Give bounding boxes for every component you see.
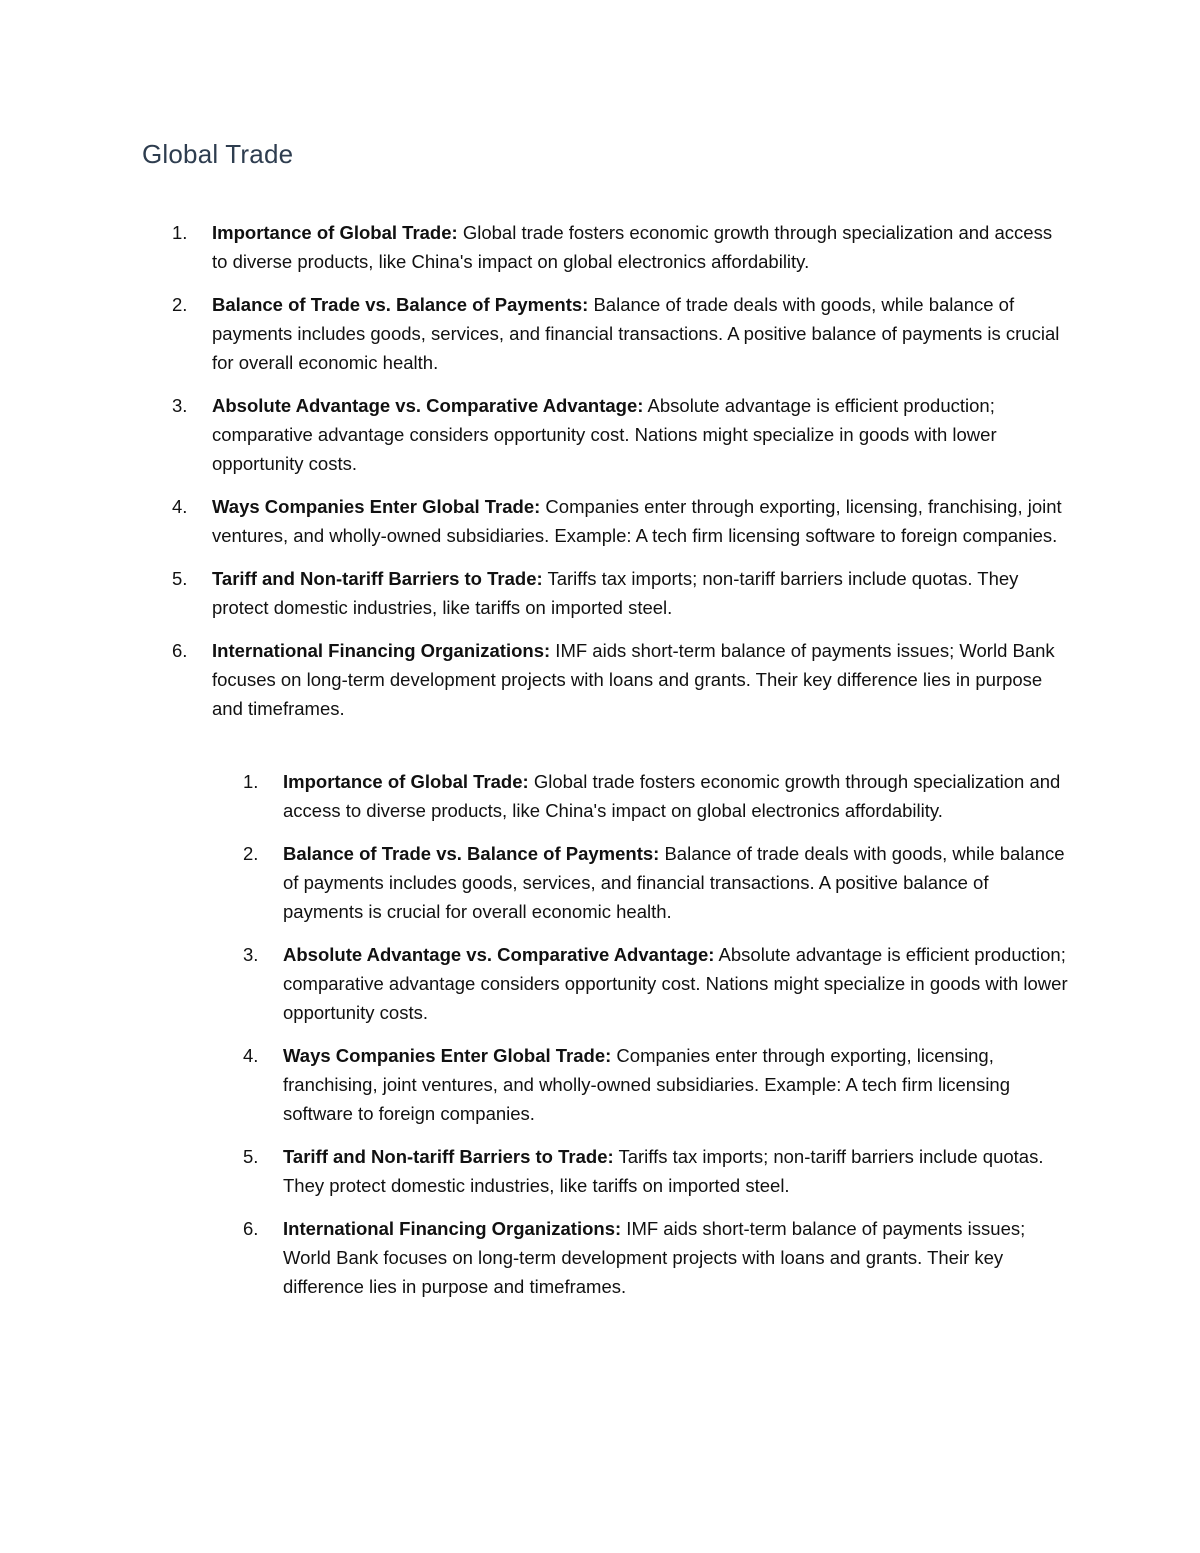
list-item [172,290,1067,377]
list-item [172,564,1067,622]
item-text: Global trade fosters economic growth through specialization and access to diverse products, like China's impact on global electronics affordability. [212,222,1053,272]
item-term: Absolute Advantage vs. Comparative Advantage: [283,944,715,965]
item-term: Absolute Advantage vs. Comparative Advantage: [212,395,644,416]
nested-numbered-list [243,767,1068,1315]
item-number: 3. [172,395,188,416]
item-number: 2. [243,843,259,864]
item-number: 6. [172,640,188,661]
item-term: International Financing Organizations: [212,640,551,661]
item-text: Balance of trade deals with goods, while balance of payments includes goods, services, and financial transactions. A positive balance of payments is crucial for overall economic health. [283,843,1065,922]
nested-list-item [243,1214,1068,1301]
list-item [172,391,1067,478]
item-text: Tariffs tax imports; non-tariff barriers include quotas. They protect domestic industries, like tariffs on imported steel. [212,568,1019,618]
item-text: Absolute advantage is efficient production; comparative advantage considers opportunity cost. Nations might specialize in goods with lower opportunity costs. [212,395,997,474]
item-text: Companies enter through exporting, licensing, franchising, joint ventures, and wholly-owned subsidiaries. Example: A tech firm licensing software to foreign companies. [283,1045,1011,1124]
item-number: 4. [172,496,188,517]
item-term: International Financing Organizations: [283,1218,622,1239]
item-term: Tariff and Non-tariff Barriers to Trade: [283,1146,614,1167]
item-term: Tariff and Non-tariff Barriers to Trade: [212,568,543,589]
item-number: 5. [172,568,188,589]
item-number: 3. [243,944,259,965]
item-term: Ways Companies Enter Global Trade: [283,1045,612,1066]
nested-list-item [243,940,1068,1027]
item-text: Absolute advantage is efficient production; comparative advantage considers opportunity cost. Nations might specialize in goods with lower opportunity costs. [283,944,1068,1023]
list-item [172,492,1067,550]
list-item [172,218,1067,276]
list-item [172,636,1067,723]
nested-list-item [243,839,1068,926]
item-term: Ways Companies Enter Global Trade: [212,496,541,517]
page-title: Global Trade [142,139,294,169]
nested-list-item [243,767,1068,825]
nested-list-item [243,1142,1068,1200]
numbered-list [172,218,1067,737]
item-text: Companies enter through exporting, licensing, franchising, joint ventures, and wholly-owned subsidiaries. Example: A tech firm licensing software to foreign companies. [212,496,1062,546]
item-number: 1. [243,771,259,792]
nested-list-item [243,1041,1068,1128]
item-text: Global trade fosters economic growth through specialization and access to diverse products, like China's impact on global electronics affordability. [283,771,1061,821]
item-text: IMF aids short-term balance of payments issues; World Bank focuses on long-term development projects with loans and grants. Their key difference lies in purpose and timeframes. [283,1218,1026,1297]
item-number: 4. [243,1045,259,1066]
item-text: IMF aids short-term balance of payments issues; World Bank focuses on long-term development projects with loans and grants. Their key difference lies in purpose and timeframes. [212,640,1055,719]
item-term: Importance of Global Trade: [212,222,458,243]
item-number: 6. [243,1218,259,1239]
item-number: 1. [172,222,188,243]
item-term: Importance of Global Trade: [283,771,529,792]
item-term: Balance of Trade vs. Balance of Payments: [283,843,660,864]
item-number: 5. [243,1146,259,1167]
item-text: Tariffs tax imports; non-tariff barriers include quotas. They protect domestic industries, like tariffs on imported steel. [283,1146,1044,1196]
item-term: Balance of Trade vs. Balance of Payments: [212,294,589,315]
item-number: 2. [172,294,188,315]
item-text: Balance of trade deals with goods, while balance of payments includes goods, services, and financial transactions. A positive balance of payments is crucial for overall economic health. [212,294,1060,373]
